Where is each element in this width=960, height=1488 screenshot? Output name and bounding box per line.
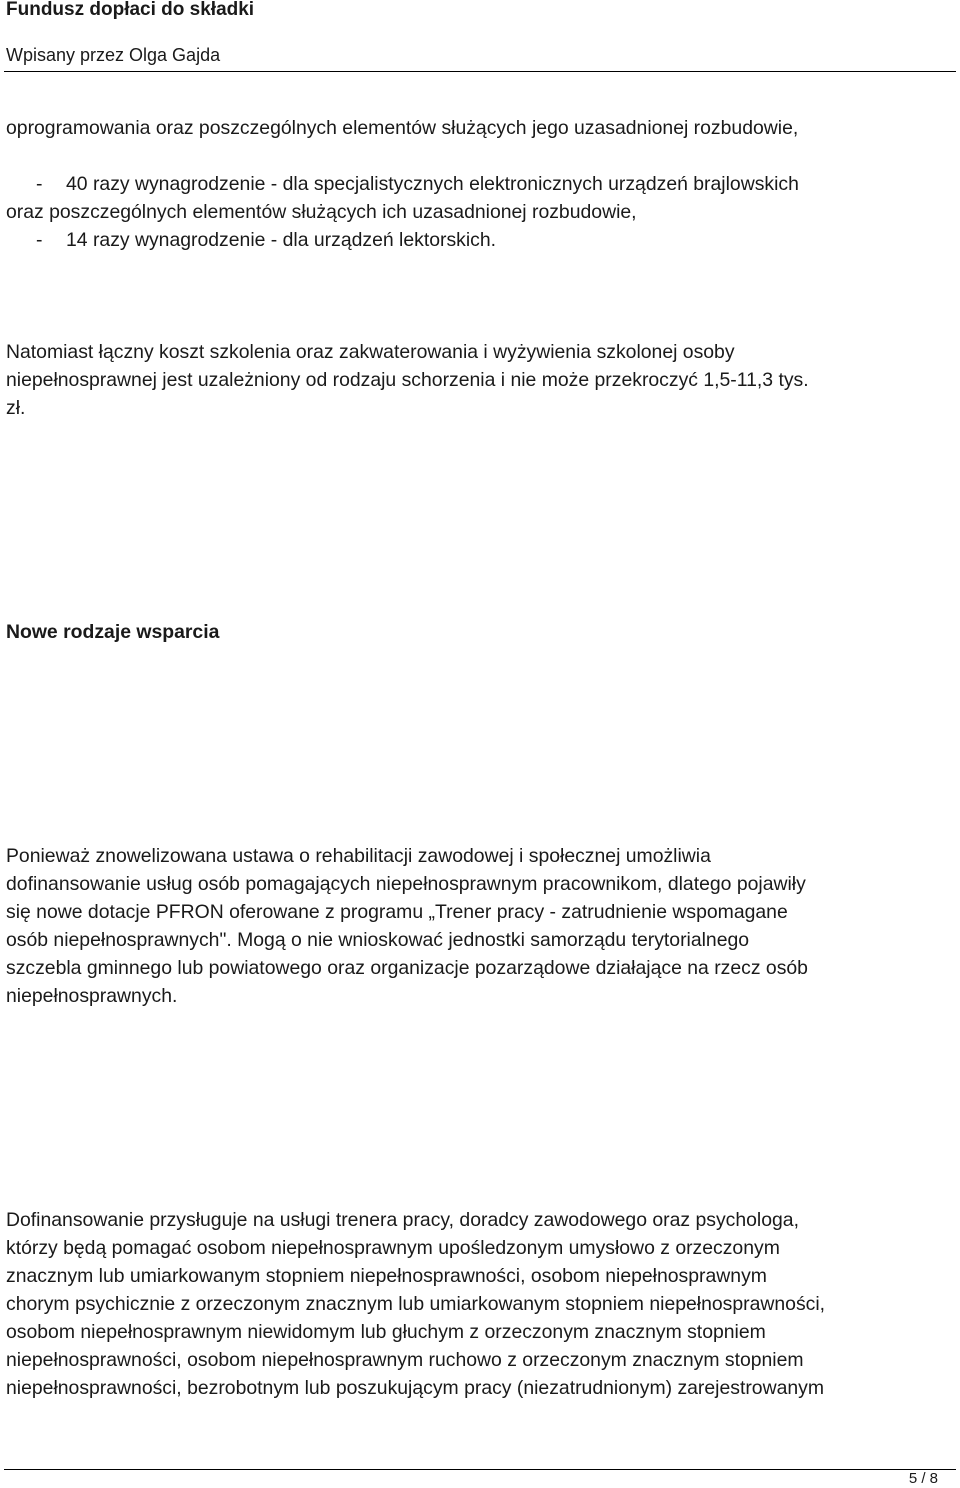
- document-title: Fundusz dopłaci do składki: [6, 0, 255, 20]
- page-number: 5 / 8: [908, 1470, 938, 1487]
- paragraph-line: Dofinansowanie przysługuje na usługi trenera pracy, doradcy zawodowego oraz psychologa,: [6, 1209, 799, 1231]
- list-dash: -: [36, 173, 43, 195]
- footer-divider: [4, 1469, 956, 1470]
- blank-line: [6, 142, 958, 170]
- paragraph-line: niepełnosprawnych.: [6, 985, 178, 1007]
- paragraph-line: osób niepełnosprawnych". Mogą o nie wnioskować jednostki samorządu terytorialnego: [6, 929, 750, 951]
- paragraph-line: zł.: [6, 397, 26, 419]
- paragraph-line: którzy będą pomagać osobom niepełnosprawnym upośledzonym umysłowo z orzeczonym: [6, 1237, 780, 1259]
- cost-paragraph: [6, 338, 958, 422]
- paragraph-line: Natomiast łączny koszt szkolenia oraz zakwaterowania i wyżywienia szkolonej osoby: [6, 341, 735, 363]
- author-line: Wpisany przez Olga Gajda: [6, 45, 221, 65]
- list-dash: -: [36, 229, 43, 251]
- list-line: oraz poszczególnych elementów służących ich uzasadnionej rozbudowie,: [6, 201, 637, 223]
- header-divider: [4, 71, 956, 72]
- list-continuation: [6, 114, 958, 254]
- paragraph-line: chorym psychicznie z orzeczonym znacznym lub umiarkowanym stopniem niepełnosprawności,: [6, 1293, 826, 1315]
- paragraph-line: szczebla gminnego lub powiatowego oraz organizacje pozarządowe działające na rzecz osób: [6, 957, 808, 979]
- paragraph-line: się nowe dotacje PFRON oferowane z programu „Trener pracy - zatrudnienie wspomagane: [6, 901, 788, 923]
- paragraph-line: Ponieważ znowelizowana ustawa o rehabilitacji zawodowej i społecznej umożliwia: [6, 845, 711, 867]
- paragraph-line: niepełnosprawnej jest uzależniony od rodzaju schorzenia i nie może przekroczyć 1,5-11,3 tys.: [6, 369, 809, 391]
- funding-paragraph: [6, 1206, 958, 1402]
- support-paragraph: [6, 842, 958, 1010]
- list-item: [6, 226, 958, 254]
- list-item-text: 40 razy wynagrodzenie - dla specjalistycznych elektronicznych urządzeń brajlowskich: [66, 173, 799, 195]
- paragraph-line: osobom niepełnosprawnym niewidomym lub głuchym z orzeczonym znacznym stopniem: [6, 1321, 766, 1343]
- section-heading: Nowe rodzaje wsparcia: [6, 621, 220, 643]
- list-item: [6, 170, 958, 198]
- paragraph-line: znacznym lub umiarkowanym stopniem niepełnosprawności, osobom niepełnosprawnym: [6, 1265, 767, 1287]
- paragraph-line: dofinansowanie usług osób pomagających niepełnosprawnym pracownikom, dlatego pojawiły: [6, 873, 806, 895]
- list-item-text: 14 razy wynagrodzenie - dla urządzeń lektorskich.: [66, 229, 497, 251]
- paragraph-line: niepełnosprawności, osobom niepełnosprawnym ruchowo z orzeczonym znacznym stopniem: [6, 1349, 804, 1371]
- list-line: oprogramowania oraz poszczególnych elementów służących jego uzasadnionej rozbudowie,: [6, 117, 799, 139]
- paragraph-line: niepełnosprawności, bezrobotnym lub poszukującym pracy (niezatrudnionym) zarejestrowanym: [6, 1377, 825, 1399]
